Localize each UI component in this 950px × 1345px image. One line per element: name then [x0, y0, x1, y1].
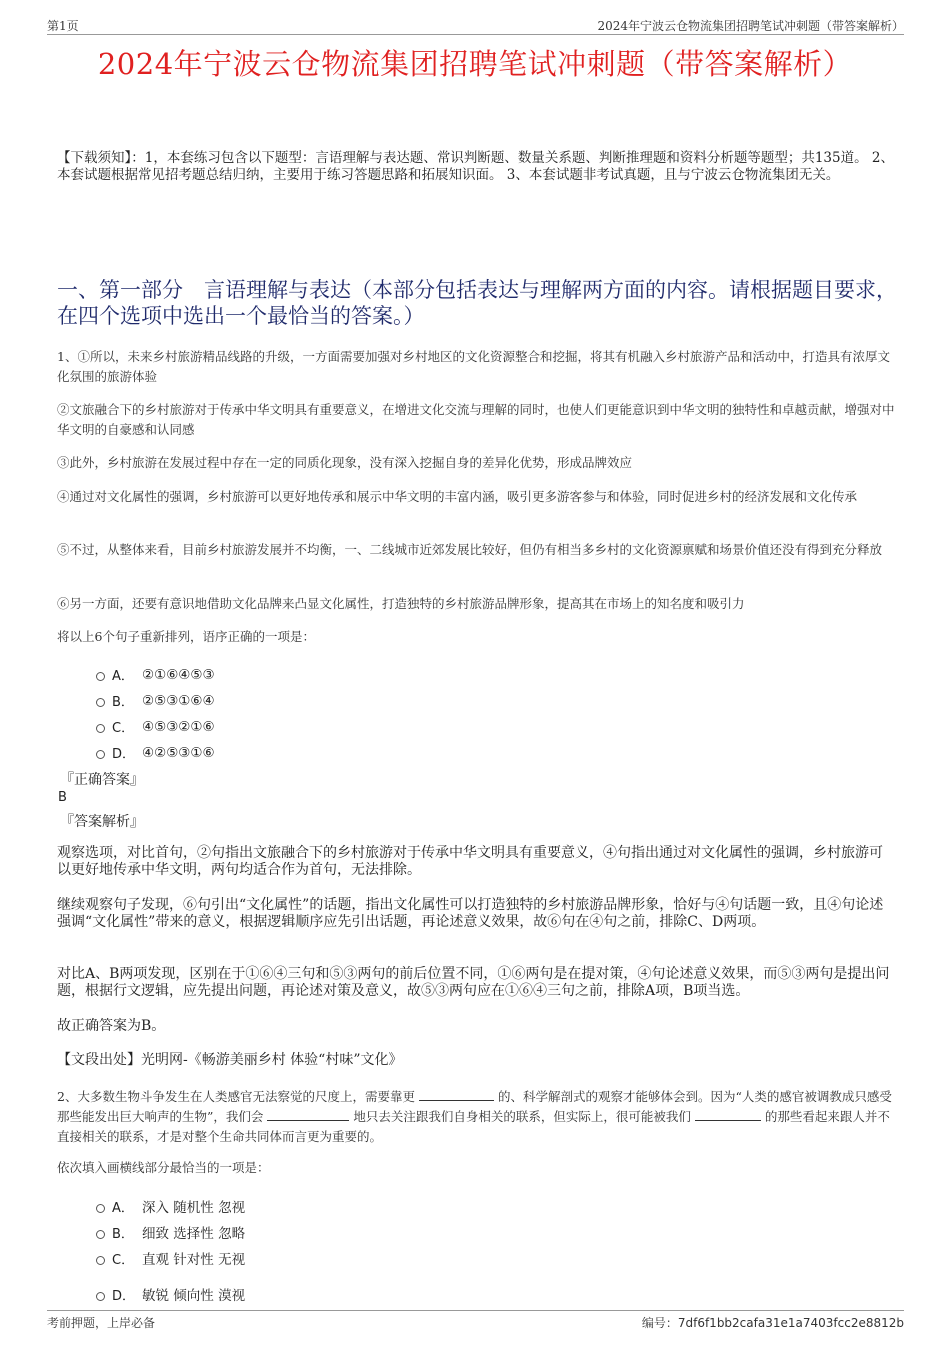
- option-letter: A．: [112, 669, 134, 684]
- q1-sentence-5: ⑤不过，从整体来看，目前乡村旅游发展并不均衡，一、二线城市近郊发展比较好，但仍有相当多乡村的文化资源禀赋和场景价值还没有得到充分释放: [57, 542, 883, 557]
- q2-text: 2、大多数生物斗争发生在人类感官无法察觉的尺度上，需要靠更 的、科学解剖式的观察才能够体会到。因为“人类的感官被调教成只感受那些能发出巨大响声的生物”，我们会 地只去关注跟我们自身相关的联系，但实际上，很可能被我们 的那些看起来跟人并不直接相关的联系，才是对整个生命共同体而言更为重要的。: [57, 1089, 892, 1144]
- analysis-paragraph-1: 观察选项，对比首句，②句指出文旅融合下的乡村旅游对于传承中华文明具有重要意义，④句指出通过对文化属性的强调，乡村旅游可以更好地传承中华文明，两句均适合作为首句，无法排除。: [57, 845, 883, 878]
- answer-label: 『正确答案』: [60, 772, 144, 788]
- header-divider: [47, 34, 904, 35]
- page-title: 2024年宁波云仓物流集团招聘笔试冲刺题（带答案解析）: [97, 47, 853, 81]
- radio-icon[interactable]: [96, 672, 105, 681]
- fill-blank-3: [695, 1108, 761, 1121]
- option-text: ②⑤③①⑥④: [142, 692, 215, 709]
- q1-sentence-2: ②文旅融合下的乡村旅游对于传承中华文明具有重要意义，在增进文化交流与理解的同时，也使人们更能意识到中华文明的独特性和卓越贡献，增强对中华文明的自豪感和认同感: [57, 402, 895, 437]
- fill-blank-1: [419, 1088, 494, 1101]
- page-number: 第1页: [47, 19, 79, 33]
- q1-sentence-4: ④通过对文化属性的强调，乡村旅游可以更好地传承和展示中华文明的丰富内涵，吸引更多游客参与和体验，同时促进乡村的经济发展和文化传承: [57, 489, 858, 504]
- option-text: 细致 选择性 忽略: [142, 1226, 246, 1242]
- analysis-label: 『答案解析』: [60, 814, 144, 830]
- q2-option-a[interactable]: [96, 1196, 245, 1216]
- footer-doc-id: 编号：7df6f1bb2cafa31e1a7403fcc2e8812b: [641, 1316, 904, 1330]
- option-letter: D．: [112, 747, 136, 762]
- header-doc-title: 2024年宁波云仓物流集团招聘笔试冲刺题（带答案解析）: [597, 19, 904, 33]
- q1-sentence-3: ③此外，乡村旅游在发展过程中存在一定的同质化现象，没有深入挖掘自身的差异化优势，形成品牌效应: [57, 455, 633, 470]
- analysis-conclusion: 故正确答案为B。: [57, 1018, 166, 1034]
- option-text: 直观 针对性 无视: [142, 1252, 246, 1268]
- footer-divider: [47, 1310, 904, 1311]
- section-heading: 一、第一部分 言语理解与表达（本部分包括表达与理解两方面的内容。请根据题目要求，在四个选项中选出一个最恰当的答案。）: [57, 278, 897, 328]
- option-text: ②①⑥④⑤③: [142, 666, 215, 683]
- option-letter: C．: [112, 721, 135, 736]
- answer-value: B: [58, 790, 67, 805]
- option-text: ④②⑤③①⑥: [142, 744, 215, 761]
- download-notice: 【下载须知】：1，本套练习包含以下题型：言语理解与表达题、常识判断题、数量关系题、判断推理题和资料分析题等题型；共135道。 2、本套试题根据常见招考题总结归纳，主要用于练习答题思路和拓展知识面。 3、本套试题非考试真题，且与宁波云仓物流集团无关。: [57, 150, 894, 183]
- q1-sentence-1: 1、①所以，未来乡村旅游精品线路的升级，一方面需要加强对乡村地区的文化资源整合和挖掘，将其有机融入乡村旅游产品和活动中，打造具有浓厚文化氛围的旅游体验: [57, 349, 890, 384]
- option-text: ④⑤③②①⑥: [142, 718, 215, 735]
- radio-icon[interactable]: [96, 1204, 105, 1213]
- radio-icon[interactable]: [96, 750, 105, 759]
- option-letter: B．: [112, 695, 134, 710]
- radio-icon[interactable]: [96, 1230, 105, 1239]
- analysis-paragraph-3: 对比A、B两项发现，区别在于①⑥④三句和⑤③两句的前后位置不同，①⑥两句是在提对策，④句论述意义效果，而⑤③两句是提出问题，根据行文逻辑，应先提出问题，再论述对策及意义，故⑤③两句应在①⑥④三句之前，排除A项，B项当选。: [57, 966, 890, 999]
- source-citation: 【文段出处】光明网-《畅游美丽乡村 体验“村味”文化》: [57, 1052, 403, 1068]
- footer-slogan: 考前押题，上岸必备: [47, 1316, 156, 1330]
- radio-icon[interactable]: [96, 1292, 105, 1301]
- radio-icon[interactable]: [96, 1256, 105, 1265]
- q2-prompt: 依次填入画横线部分最恰当的一项是：: [57, 1160, 270, 1175]
- option-letter: C．: [112, 1252, 135, 1268]
- option-letter: A．: [112, 1200, 134, 1216]
- q2-option-c[interactable]: [96, 1248, 245, 1268]
- option-text: 敏锐 倾向性 漠视: [142, 1288, 246, 1304]
- q1-prompt: 将以上6个句子重新排列，语序正确的一项是：: [57, 629, 315, 644]
- q1-option-d[interactable]: [96, 743, 215, 762]
- q1-option-a[interactable]: [96, 665, 215, 684]
- option-letter: D．: [112, 1288, 136, 1304]
- analysis-paragraph-2: 继续观察句子发现，⑥句引出“文化属性”的话题，指出文化属性可以打造独特的乡村旅游品牌形象，恰好与④句话题一致，且④句论述强调“文化属性”带来的意义，根据逻辑顺序应先引出话题，再论述意义效果，故⑥句在④句之前，排除C、D两项。: [57, 897, 884, 930]
- q1-option-b[interactable]: [96, 691, 215, 710]
- q2-option-d[interactable]: [96, 1284, 245, 1304]
- radio-icon[interactable]: [96, 698, 105, 707]
- q1-option-c[interactable]: [96, 717, 215, 736]
- radio-icon[interactable]: [96, 724, 105, 733]
- q1-sentence-6: ⑥另一方面，还要有意识地借助文化品牌来凸显文化属性，打造独特的乡村旅游品牌形象，提高其在市场上的知名度和吸引力: [57, 596, 745, 611]
- fill-blank-2: [267, 1108, 349, 1121]
- option-letter: B．: [112, 1226, 134, 1242]
- q2-option-b[interactable]: [96, 1222, 245, 1242]
- option-text: 深入 随机性 忽视: [142, 1200, 246, 1216]
